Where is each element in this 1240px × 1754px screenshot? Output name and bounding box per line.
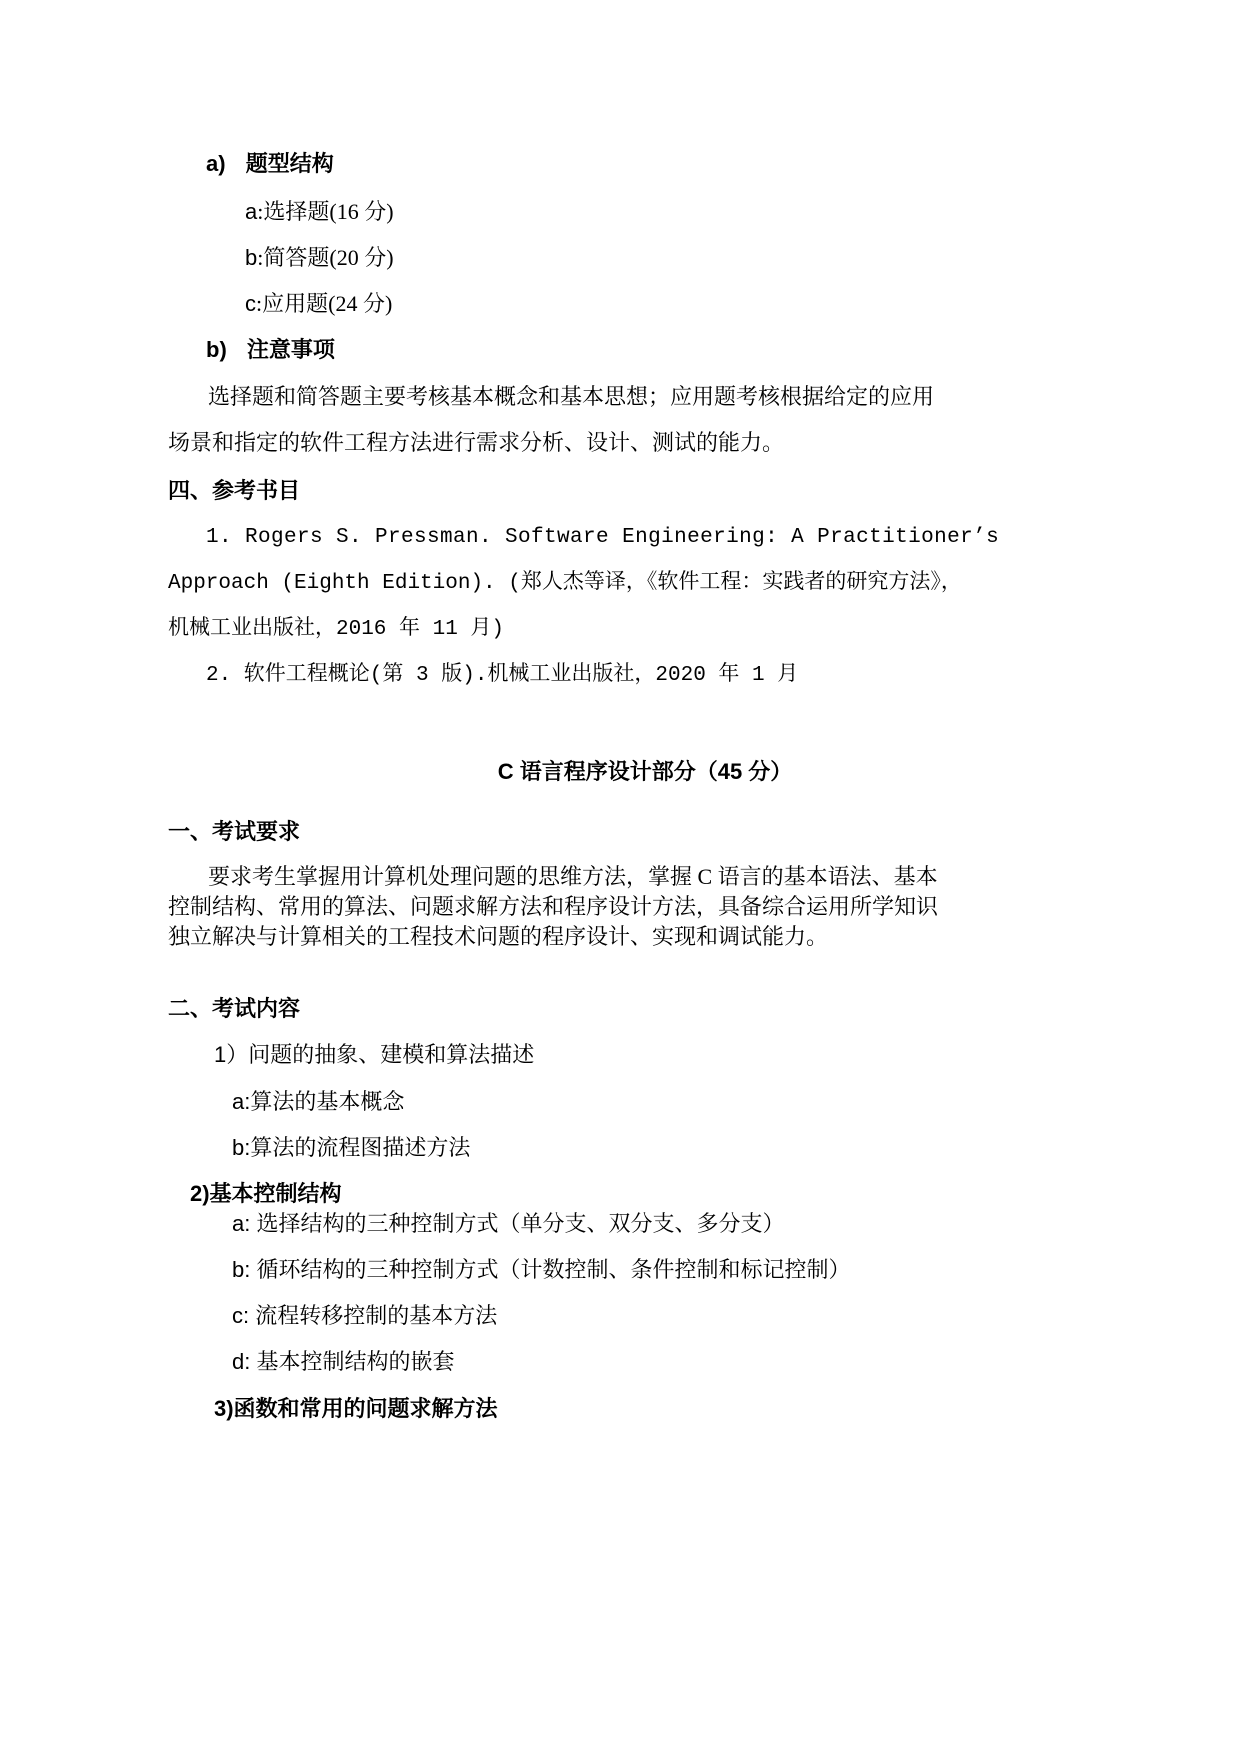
question-type-item: b:简答题(20 分) xyxy=(245,245,394,270)
question-type-item: c:应用题(24 分) xyxy=(245,291,393,316)
requirements-line: 独立解决与计算相关的工程技术问题的程序设计、实现和调试能力。 xyxy=(168,924,829,949)
topic-2-item: c: 流程转移控制的基本方法 xyxy=(232,1303,498,1328)
section-b-label: 注意事项 xyxy=(246,337,335,362)
topic-3-title: 3)函数和常用的问题求解方法 xyxy=(214,1396,498,1421)
requirements-heading: 一、考试要求 xyxy=(168,819,301,844)
section-b-heading xyxy=(206,336,335,364)
content-heading: 二、考试内容 xyxy=(168,996,301,1021)
requirements-line: 要求考生掌握用计算机处理问题的思维方法，掌握 C 语言的基本语法、基本 xyxy=(208,864,938,889)
notes-paragraph-line: 场景和指定的软件工程方法进行需求分析、设计、测试的能力。 xyxy=(168,430,785,455)
topic-1-title: 1）问题的抽象、建模和算法描述 xyxy=(214,1042,535,1067)
topic-1-item: a:算法的基本概念 xyxy=(232,1089,405,1114)
section-a-heading xyxy=(206,150,334,178)
topic-2-item: b: 循环结构的三种控制方式（计数控制、条件控制和标记控制） xyxy=(232,1257,851,1282)
reference-1-line: 机械工业出版社，2016 年 11 月) xyxy=(168,618,505,641)
c-part-title: C 语言程序设计部分（45 分） xyxy=(497,759,793,784)
reference-1-line: 1. Rogers S. Pressman. Software Engineering: A Practitioner’s xyxy=(206,526,1000,549)
section-a-label: 题型结构 xyxy=(245,151,334,176)
reference-1-line: Approach (Eighth Edition). (郑人杰等译，《软件工程：实践者的研究方法》， xyxy=(168,572,962,595)
section-b-marker: b) xyxy=(206,337,227,362)
notes-paragraph-line: 选择题和简答题主要考核基本概念和基本思想；应用题考核根据给定的应用 xyxy=(208,384,935,409)
topic-1-item: b:算法的流程图描述方法 xyxy=(232,1135,471,1160)
reference-2: 2. 软件工程概论(第 3 版).机械工业出版社，2020 年 1 月 xyxy=(206,664,799,687)
requirements-line: 控制结构、常用的算法、问题求解方法和程序设计方法，具备综合运用所学知识 xyxy=(168,894,939,919)
references-heading: 四、参考书目 xyxy=(168,478,301,503)
topic-2-item: d: 基本控制结构的嵌套 xyxy=(232,1349,455,1374)
question-type-item: a:选择题(16 分) xyxy=(245,199,394,224)
topic-2-item: a: 选择结构的三种控制方式（单分支、双分支、多分支） xyxy=(232,1211,785,1236)
topic-2-title: 2)基本控制结构 xyxy=(190,1181,342,1206)
section-a-marker: a) xyxy=(206,151,226,176)
